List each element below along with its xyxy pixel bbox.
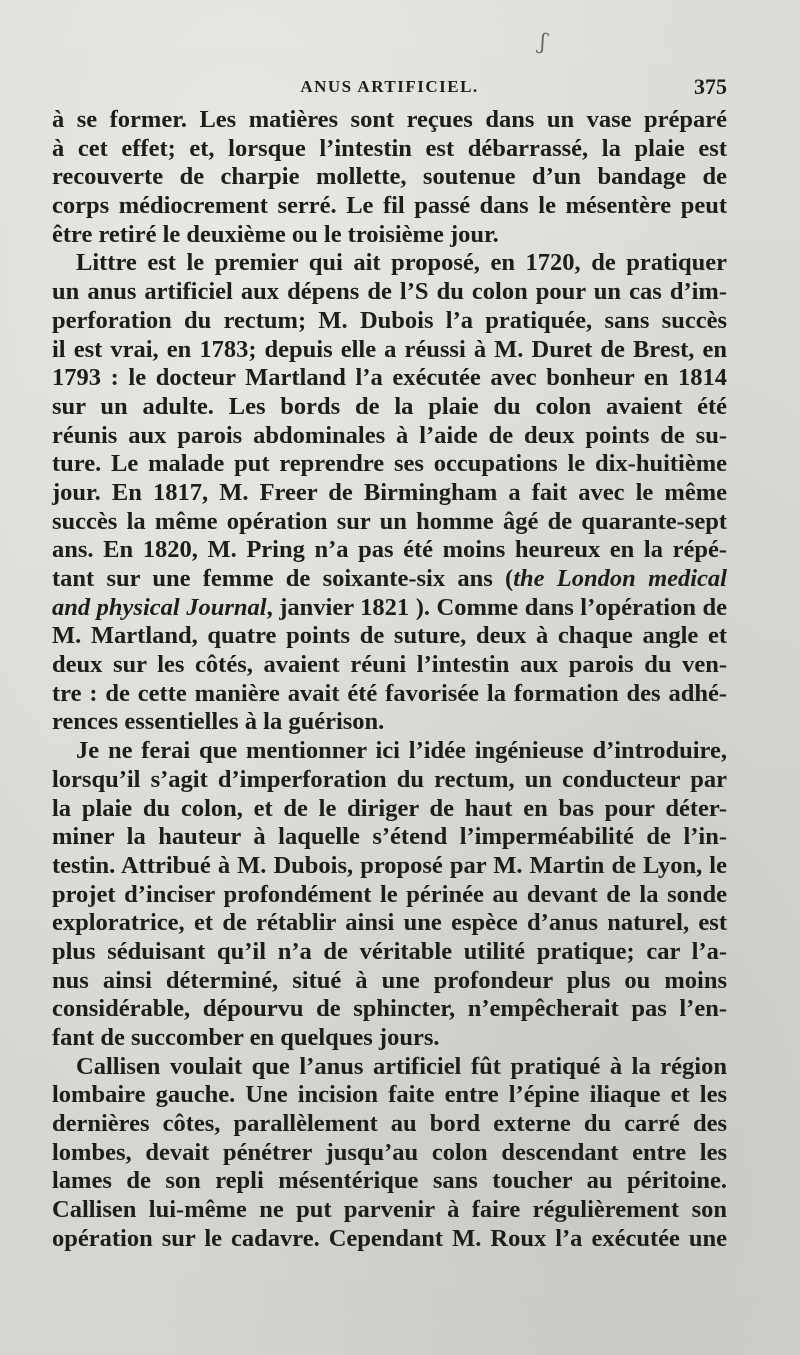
text-line: plus séduisant qu’il n’a de véritable utilité pratique; car l’a- [52,937,727,965]
text-line: Je ne ferai que mentionner ici l’idée ingénieuse d’introduire, [76,737,727,765]
text-line: recouverte de charpie mollette, soutenue d’un bandage de [52,163,727,191]
text-line: lames de son repli mésentérique sans toucher au péritoine. [52,1167,727,1195]
text-line: M. Martland, quatre points de suture, deux à chaque angle et [52,622,727,650]
body-text [52,106,727,1254]
text-line: deux sur les côtés, avaient réuni l’intestin aux parois du ven- [52,651,727,679]
ink-mark: ʃ [537,29,549,56]
text-line: considérable, dépourvu de sphincter, n’empêcherait pas l’en- [52,995,727,1023]
text-line: tant sur une femme de soixante-six ans (the London medical [52,565,727,592]
text-line: tre : de cette manière avait été favorisée la formation des adhé- [52,679,727,707]
text-line: être retiré le deuxième ou le troisième jour. [52,220,499,248]
text-line: il est vrai, en 1783; depuis elle a réussi à M. Duret de Brest, en [52,335,727,363]
text-line: lombaire gauche. Une incision faite entre l’épine iliaque et les [52,1081,727,1109]
text-line: and physical Journal, janvier 1821 ). Comme dans l’opération de [52,593,727,621]
running-head: ANUS ARTIFICIEL. [300,77,479,96]
text-line: 1793 : le docteur Martland l’a exécutée avec bonheur en 1814 [52,364,727,392]
text-line: exploratrice, et de rétablir ainsi une espèce d’anus naturel, est [52,909,727,937]
text-line: Littre est le premier qui ait proposé, en 1720, de pratiquer [76,249,727,277]
text-line: testin. Attribué à M. Dubois, proposé par M. Martin de Lyon, le [52,851,727,879]
text-line: opération sur le cadavre. Cependant M. Roux l’a exécutée une [52,1224,727,1252]
text-line: lorsqu’il s’agit d’imperforation du rectum, un conducteur par [52,765,727,793]
text-line: à se former. Les matières sont reçues dans un vase préparé [52,106,727,133]
text-line: sur un adulte. Les bords de la plaie du colon avaient été [52,392,727,420]
page-number: 375 [694,74,727,99]
text-line: à cet effet; et, lorsque l’intestin est débarrassé, la plaie est [52,134,727,162]
page-header [52,74,727,104]
citation-italic: the London medical [513,565,727,592]
text-line: miner la hauteur à laquelle s’étend l’imperméabilité de l’in- [52,823,727,851]
text-line: perforation du rectum; M. Dubois l’a pratiquée, sans succès [52,306,727,334]
text-line: lombes, devait pénétrer jusqu’au colon descendant entre les [52,1138,727,1166]
text-line: corps médiocrement serré. Le fil passé dans le mésentère peut [52,192,727,220]
text-line: fant de succomber en quelques jours. [52,1024,440,1051]
citation-italic: and physical Journal [52,593,267,621]
text-line: jour. En 1817, M. Freer de Birmingham a fait avec le même [52,478,727,506]
text-line: réunis aux parois abdominales à l’aide de deux points de su- [52,421,727,449]
text-line: ans. En 1820, M. Pring n’a pas été moins heureux en la répé- [52,536,727,564]
text-line: Callisen lui-même ne put parvenir à faire régulièrement son [52,1196,727,1224]
text-line: ture. Le malade put reprendre ses occupations le dix-huitième [52,450,727,478]
text-line: la plaie du colon, et de le diriger de haut en bas pour déter- [52,794,727,822]
text-line: succès la même opération sur un homme âgé de quarante-sept [52,507,727,535]
text-line: nus ainsi déterminé, situé à une profondeur plus ou moins [52,966,727,994]
text-line: dernières côtes, parallèlement au bord externe du carré des [52,1110,727,1138]
text-line: Callisen voulait que l’anus artificiel fût pratiqué à la région [76,1052,727,1080]
text-line: un anus artificiel aux dépens de l’S du colon pour un cas d’im- [52,278,727,306]
text-line: rences essentielles à la guérison. [52,708,385,736]
text-line: projet d’inciser profondément le périnée au devant de la sonde [52,880,727,908]
